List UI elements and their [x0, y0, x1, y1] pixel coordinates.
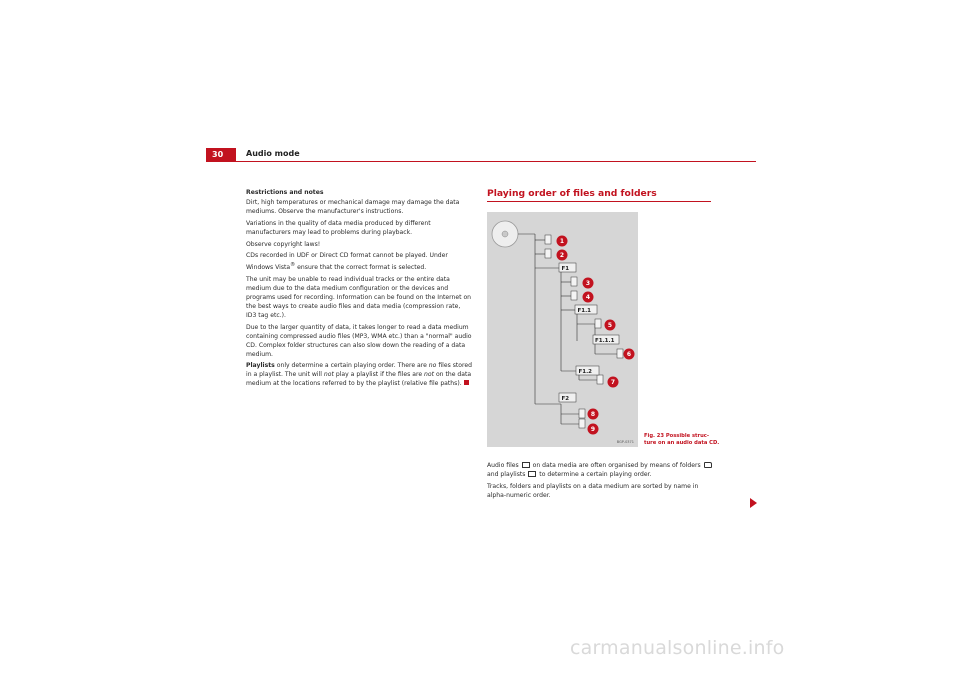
folder-f1-1-1-label: F1.1.1: [595, 338, 615, 344]
playlists-label: Playlists: [246, 362, 275, 370]
end-of-section-mark: [464, 380, 469, 385]
callout-1-label: 1: [559, 238, 565, 246]
callout-8-label: 8: [590, 411, 596, 419]
running-header: Audio mode: [246, 149, 300, 158]
track-file-icon: [617, 349, 623, 358]
playlists-text-d: on the data medium at the locations referred to by the playlist (relative file paths).: [246, 371, 472, 388]
watermark: carmanualsonline.info: [570, 637, 785, 659]
right-body-text: [487, 462, 713, 504]
paragraph-quantity: Due to the larger quantity of data, it takes longer to read a data medium containing compressed audio files (MP3, WMA etc.) than a "normal" audio CD. Complex folder structures can also slow down the reading of a data medium.: [246, 323, 472, 358]
folder-f1-1-label: F1.1: [577, 308, 592, 314]
udf-text-b: ensure that the correct format is selected.: [295, 264, 427, 272]
paragraph-copyright: Observe copyright laws!: [246, 240, 321, 248]
callout-5-label: 5: [607, 322, 613, 330]
audio-files-text-d: to determine a certain playing order.: [537, 470, 652, 478]
callout-2-label: 2: [559, 252, 565, 260]
figure-caption: [644, 433, 719, 446]
section-rule: [487, 201, 711, 202]
udf-text-a: CDs recorded in UDF or Direct CD format cannot be played. Under Windows Vista: [246, 252, 448, 272]
callout-6-label: 6: [626, 351, 632, 359]
paragraph-sorting: Tracks, folders and playlists on a data medium are sorted by name in alpha-numeric order.: [487, 482, 699, 499]
track-file-icon: [571, 277, 577, 286]
audio-files-text-b: on data media are often organised by means of folders: [530, 462, 703, 469]
callout-7-label: 7: [610, 379, 616, 387]
figure-code: BGP-0371: [616, 440, 634, 444]
registered-mark: ®: [290, 262, 296, 269]
paragraph-unable: The unit may be unable to read individual tracks or the entire data medium due to the data medium configuration or the devices and programs used for recording. Information can be found on the Internet on the best ways to create audio files and data media (compression rate, ID3 tag etc.).: [246, 276, 472, 319]
track-file-icon: [545, 235, 551, 244]
callout-4-label: 4: [585, 294, 591, 302]
playlist-icon: [528, 471, 536, 477]
folder-icon: [704, 462, 712, 468]
left-column: [246, 189, 472, 392]
cd-hole-icon: [502, 231, 508, 237]
audio-files-text-c: and playlists: [487, 470, 528, 478]
track-file-icon: [597, 375, 603, 384]
caption-line-2: ture on an audio data CD.: [644, 439, 720, 446]
track-file-icon: [545, 249, 551, 258]
next-page-arrow-icon: [750, 498, 757, 508]
paragraph-dirt: Dirt, high temperatures or mechanical damage may damage the data mediums. Observe the manufacturer's instructions.: [246, 198, 460, 215]
paragraph-audio-files: [487, 462, 713, 480]
audio-file-icon: [522, 462, 530, 468]
folder-tree-diagram: [487, 212, 638, 447]
section-title: Playing order of files and folders: [487, 188, 657, 199]
emph-not-2: not: [424, 371, 435, 379]
track-file-icon: [579, 409, 585, 418]
callout-3-label: 3: [585, 280, 591, 288]
track-file-icon: [579, 419, 585, 428]
restrictions-heading: Restrictions and notes: [246, 189, 324, 196]
emph-no: no: [428, 362, 437, 370]
header-rule: [206, 161, 756, 162]
paragraph-udf: [246, 252, 472, 273]
playlists-text-c: play a playlist if the files are: [333, 371, 425, 379]
paragraph-variations: Variations in the quality of data media produced by different manufacturers may lead to problems during playback.: [246, 219, 431, 236]
playlists-text-b: files stored in a playlist. The unit will: [246, 362, 473, 379]
audio-files-text-a: Audio files: [487, 462, 521, 469]
figure-folder-structure: [487, 212, 638, 447]
caption-line-1: Fig. 23 Possible struc-: [644, 433, 710, 439]
playlists-text-a: only determine a certain playing order. There are: [274, 362, 429, 370]
page-number: 30: [206, 148, 236, 161]
folder-f1-label: F1: [561, 266, 570, 272]
folder-f1-2-label: F1.2: [578, 369, 593, 375]
folder-f2-label: F2: [561, 396, 570, 402]
track-file-icon: [595, 319, 601, 328]
emph-not-1: not: [323, 371, 334, 379]
paragraph-playlists: [246, 362, 472, 389]
track-file-icon: [571, 291, 577, 300]
callout-9-label: 9: [590, 426, 596, 434]
